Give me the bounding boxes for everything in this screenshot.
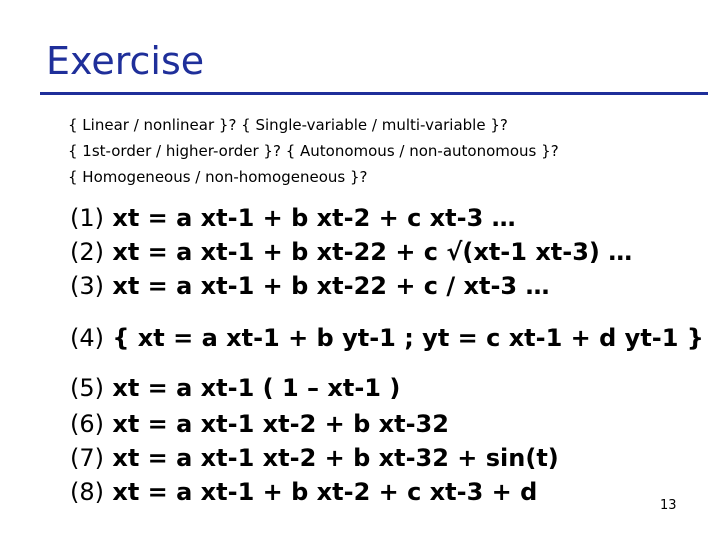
equation-1 (70, 206, 516, 230)
equation-label-6: (6) (70, 410, 104, 438)
equation-text-5: xt = a xt-1 ( 1 – xt-1 ) (112, 374, 401, 402)
equation-label-7: (7) (70, 444, 104, 472)
equation-4 (70, 326, 704, 350)
equation-3 (70, 274, 549, 298)
equation-label-4: (4) (70, 324, 104, 352)
equation-label-1: (1) (70, 204, 104, 232)
question-line-1: { Linear / nonlinear }? { Single-variable / multi-variable }? (68, 116, 508, 134)
equation-7 (70, 446, 559, 470)
equation-text-3: xt = a xt-1 + b xt-22 + c / xt-3 … (112, 272, 550, 300)
equation-text-1: xt = a xt-1 + b xt-2 + c xt-3 … (112, 204, 516, 232)
equation-5 (70, 376, 400, 400)
page-number: 13 (660, 498, 677, 513)
title-underline (40, 92, 708, 95)
equation-text-7: xt = a xt-1 xt-2 + b xt-32 + sin(t) (112, 444, 559, 472)
question-line-3: { Homogeneous / non-homogeneous }? (68, 168, 368, 186)
equation-label-2: (2) (70, 238, 104, 266)
question-line-2: { 1st-order / higher-order }? { Autonomous / non-autonomous }? (68, 142, 559, 160)
equation-text-8: xt = a xt-1 + b xt-2 + c xt-3 + d (112, 478, 538, 506)
slide-title: Exercise (46, 39, 205, 83)
equation-text-4: { xt = a xt-1 + b yt-1 ; yt = c xt-1 + d yt-1 } (112, 324, 704, 352)
equation-2 (70, 240, 632, 264)
equation-text-2: xt = a xt-1 + b xt-22 + c √(xt-1 xt-3) … (112, 238, 633, 266)
equation-text-6: xt = a xt-1 xt-2 + b xt-32 (112, 410, 449, 438)
equation-label-3: (3) (70, 272, 104, 300)
equation-label-8: (8) (70, 478, 104, 506)
equation-6 (70, 412, 449, 436)
equation-8 (70, 480, 537, 504)
equation-label-5: (5) (70, 374, 104, 402)
